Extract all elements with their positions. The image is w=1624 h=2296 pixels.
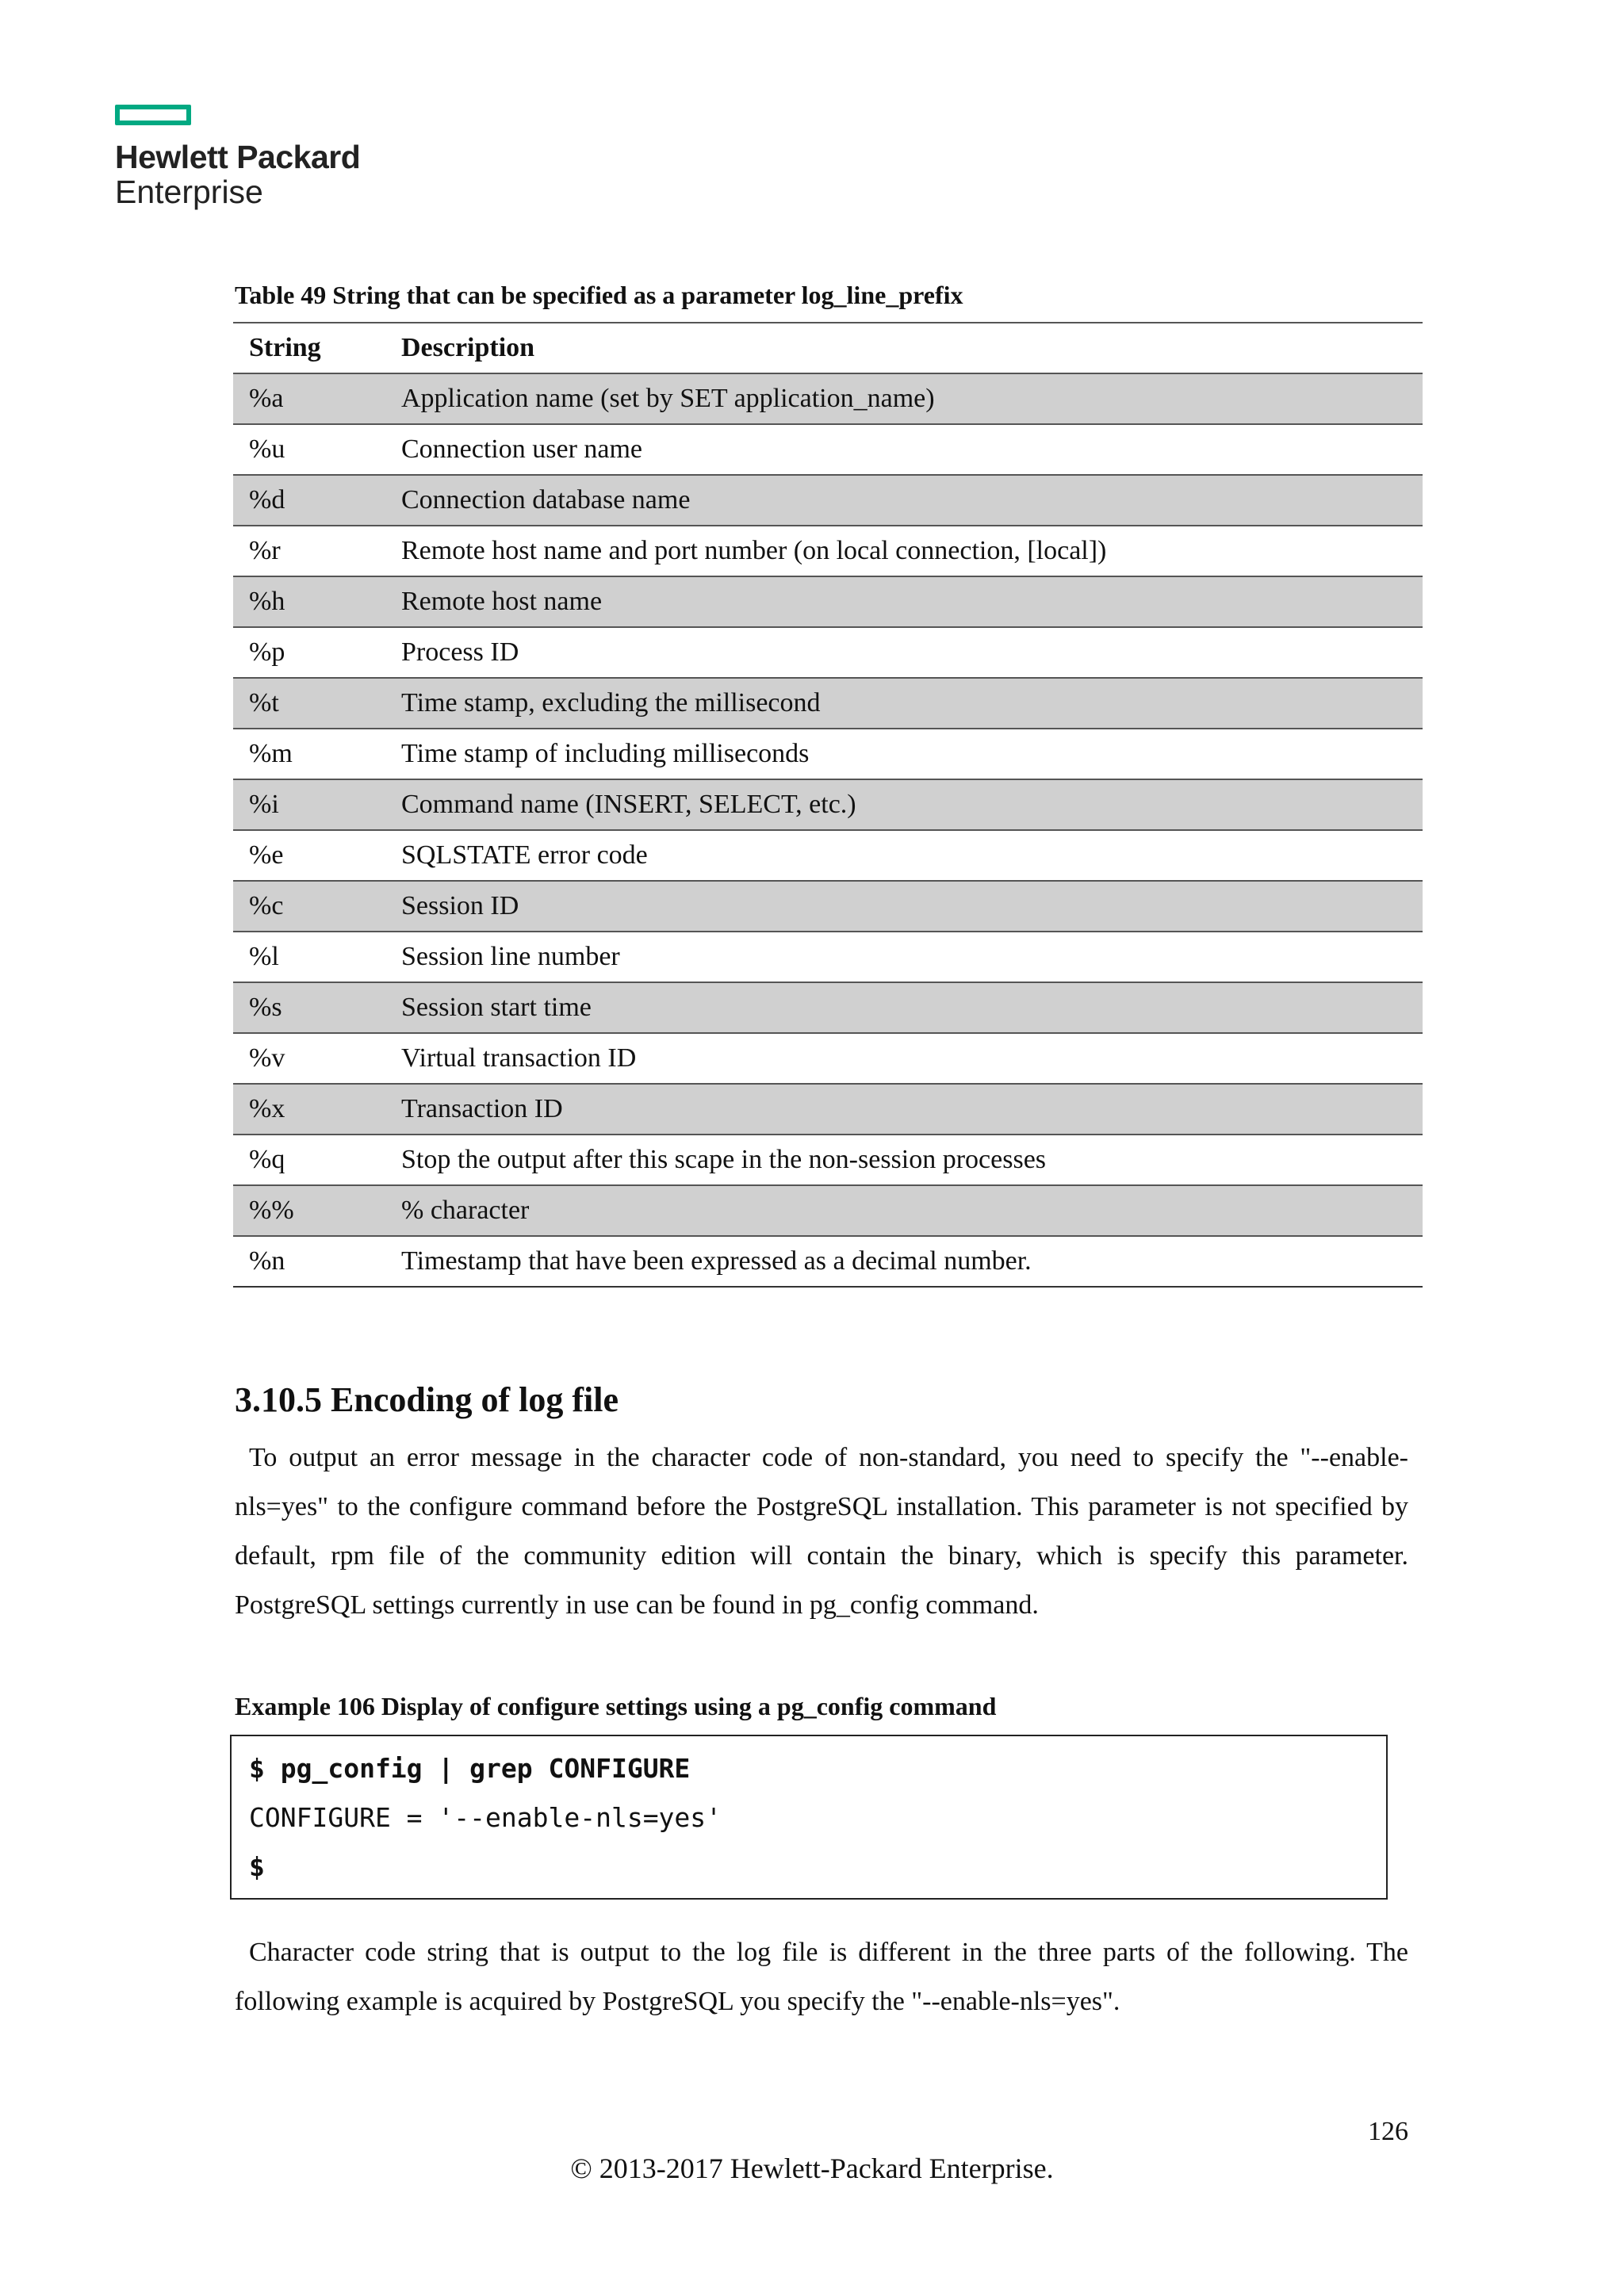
cell-string: %u xyxy=(233,424,385,475)
cell-description: Command name (INSERT, SELECT, etc.) xyxy=(385,779,1423,830)
table-row xyxy=(233,1236,1423,1287)
cell-string: %x xyxy=(233,1084,385,1135)
cell-string: %q xyxy=(233,1135,385,1185)
table-row xyxy=(233,678,1423,729)
cell-string: %a xyxy=(233,373,385,424)
example-caption: Example 106 Display of configure settings using a pg_config command xyxy=(235,1692,997,1720)
section-heading: 3.10.5 Encoding of log file xyxy=(235,1380,619,1419)
cell-description: Timestamp that have been expressed as a decimal number. xyxy=(385,1236,1423,1287)
cell-description: SQLSTATE error code xyxy=(385,830,1423,881)
cell-string: %h xyxy=(233,576,385,627)
hpe-logo-mark xyxy=(115,105,191,125)
cell-description: Connection user name xyxy=(385,424,1423,475)
log-line-prefix-table xyxy=(233,322,1423,1288)
table-row xyxy=(233,475,1423,526)
table-row xyxy=(233,576,1423,627)
cell-string: %t xyxy=(233,678,385,729)
code-block xyxy=(230,1735,1388,1900)
table-body xyxy=(233,373,1423,1287)
cell-string: %l xyxy=(233,932,385,982)
cell-description: Virtual transaction ID xyxy=(385,1033,1423,1084)
cell-description: Session line number xyxy=(385,932,1423,982)
cell-description: Session ID xyxy=(385,881,1423,932)
cell-description: Connection database name xyxy=(385,475,1423,526)
table xyxy=(233,322,1423,1288)
table-row xyxy=(233,373,1423,424)
cell-description: % character xyxy=(385,1185,1423,1236)
paragraph-intro: To output an error message in the character code of non-standard, you need to specify the "--enable-nls=yes" to the configure command before the PostgreSQL installation. This parameter is not specified by default, rpm file of the community edition will contain the binary, which is specify this parameter. PostgreSQL settings currently in use can be found in pg_config command. xyxy=(235,1443,1408,1620)
cell-description: Session start time xyxy=(385,982,1423,1033)
cell-description: Time stamp of including milliseconds xyxy=(385,729,1423,779)
cell-string: %% xyxy=(233,1185,385,1236)
page-number: 126 xyxy=(1368,2117,1408,2146)
cell-string: %d xyxy=(233,475,385,526)
cell-string: %m xyxy=(233,729,385,779)
table-row xyxy=(233,424,1423,475)
code-line: $ xyxy=(249,1851,265,1882)
cell-string: %r xyxy=(233,526,385,576)
table-row xyxy=(233,932,1423,982)
hpe-logo xyxy=(115,105,360,209)
cell-string: %i xyxy=(233,779,385,830)
cell-description: Process ID xyxy=(385,627,1423,678)
cell-description: Transaction ID xyxy=(385,1084,1423,1135)
table-row xyxy=(233,627,1423,678)
logo-text-line1: Hewlett Packard xyxy=(115,139,361,175)
cell-string: %e xyxy=(233,830,385,881)
cell-description: Time stamp, excluding the millisecond xyxy=(385,678,1423,729)
table-row xyxy=(233,779,1423,830)
cell-string: %s xyxy=(233,982,385,1033)
cell-description: Remote host name xyxy=(385,576,1423,627)
table-row xyxy=(233,830,1423,881)
table-header-row xyxy=(233,323,1423,373)
cell-string: %v xyxy=(233,1033,385,1084)
table-row xyxy=(233,1033,1423,1084)
code-line: $ pg_config | grep CONFIGURE xyxy=(249,1753,691,1784)
table-row xyxy=(233,729,1423,779)
table-row xyxy=(233,982,1423,1033)
logo-text-line2: Enterprise xyxy=(115,174,263,210)
header-string: String xyxy=(233,323,385,373)
cell-string: %n xyxy=(233,1236,385,1287)
copyright-notice: © 2013-2017 Hewlett-Packard Enterprise. xyxy=(570,2152,1054,2184)
table-row xyxy=(233,1185,1423,1236)
cell-string: %p xyxy=(233,627,385,678)
cell-description: Remote host name and port number (on local connection, [local]) xyxy=(385,526,1423,576)
table-caption: Table 49 String that can be specified as a parameter log_line_prefix xyxy=(235,281,963,309)
table-row xyxy=(233,1135,1423,1185)
table-row xyxy=(233,526,1423,576)
cell-description: Application name (set by SET application_name) xyxy=(385,373,1423,424)
paragraph-following: Character code string that is output to the log file is different in the three parts of the following. The following example is acquired by PostgreSQL you specify the "--enable-nls=yes". xyxy=(235,1938,1408,2016)
cell-string: %c xyxy=(233,881,385,932)
cell-description: Stop the output after this scape in the non-session processes xyxy=(385,1135,1423,1185)
table-row xyxy=(233,881,1423,932)
header-description: Description xyxy=(385,323,1423,373)
table-row xyxy=(233,1084,1423,1135)
code-line: CONFIGURE = '--enable-nls=yes' xyxy=(249,1802,722,1833)
